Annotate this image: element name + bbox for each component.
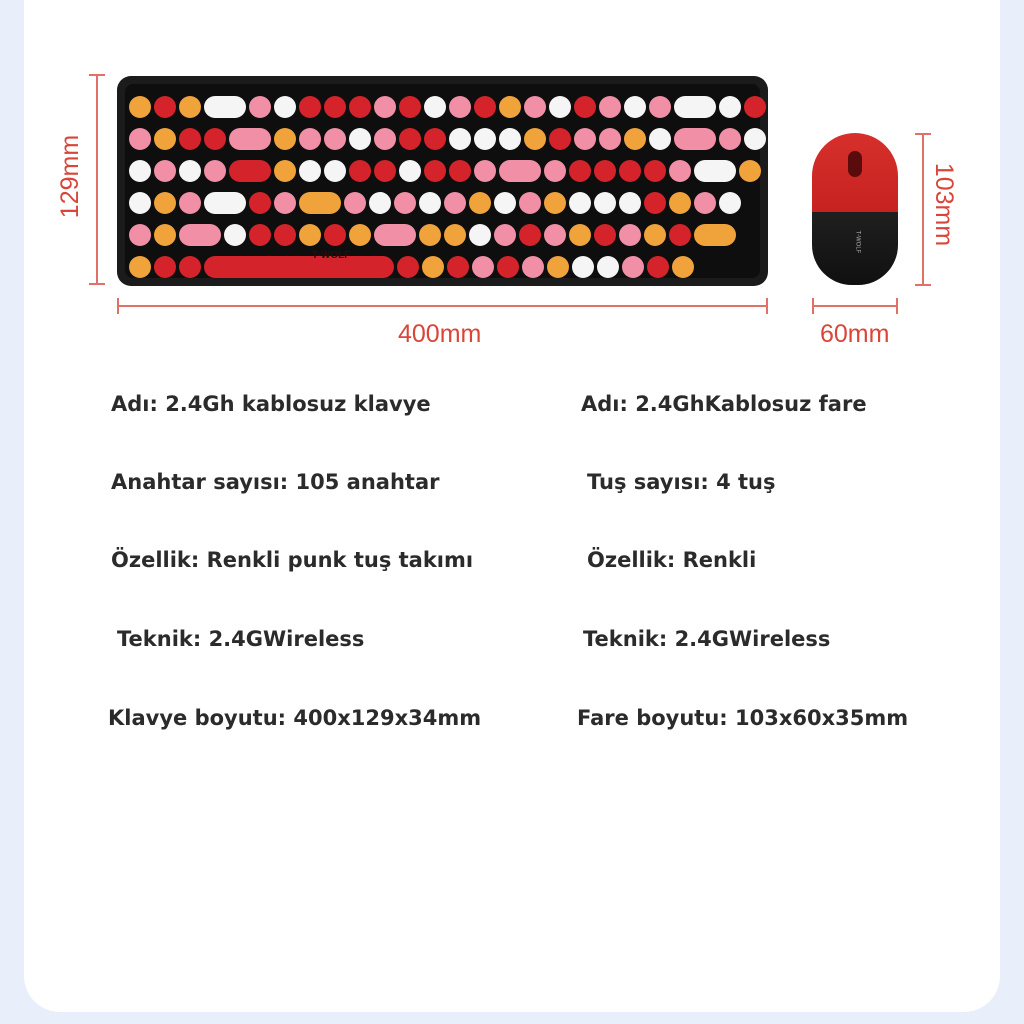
keycap bbox=[719, 128, 741, 150]
keycap bbox=[229, 128, 271, 150]
keycap bbox=[622, 256, 644, 278]
keycap bbox=[569, 192, 591, 214]
keycap bbox=[399, 160, 421, 182]
keycap bbox=[499, 160, 541, 182]
keycap bbox=[474, 128, 496, 150]
keycap bbox=[619, 224, 641, 246]
keycap bbox=[594, 192, 616, 214]
keycap bbox=[349, 224, 371, 246]
keycap bbox=[349, 128, 371, 150]
keycap bbox=[129, 256, 151, 278]
keycap bbox=[419, 192, 441, 214]
keycap bbox=[549, 128, 571, 150]
keycap bbox=[674, 96, 716, 118]
keycap bbox=[444, 192, 466, 214]
keyboard-brand-logo: T-WOLF bbox=[312, 250, 351, 261]
keycap bbox=[397, 256, 419, 278]
mouse-width-cap-right bbox=[896, 298, 898, 314]
mouse-image bbox=[812, 133, 898, 285]
keycap bbox=[744, 96, 766, 118]
keycap bbox=[524, 128, 546, 150]
keycap bbox=[599, 128, 621, 150]
keycap bbox=[249, 192, 271, 214]
mouse-brand-logo: T-WOLF bbox=[854, 230, 861, 254]
keycap bbox=[129, 128, 151, 150]
keycap bbox=[249, 224, 271, 246]
keycap bbox=[524, 96, 546, 118]
keycap bbox=[129, 224, 151, 246]
keycap bbox=[204, 160, 226, 182]
keycap bbox=[274, 96, 296, 118]
keycap bbox=[324, 224, 346, 246]
keycap bbox=[647, 256, 669, 278]
spec-keyboard-feature: Özellik: Renkli punk tuş takımı bbox=[111, 548, 474, 572]
keycap bbox=[599, 96, 621, 118]
keycap bbox=[649, 128, 671, 150]
keycap bbox=[644, 192, 666, 214]
spec-keyboard-name: Adı: 2.4Gh kablosuz klavye bbox=[111, 392, 431, 416]
keycap bbox=[179, 192, 201, 214]
keycap bbox=[574, 128, 596, 150]
keycap bbox=[154, 256, 176, 278]
keycap bbox=[669, 224, 691, 246]
mouse-width-label: 60mm bbox=[820, 320, 890, 348]
keycap bbox=[739, 160, 761, 182]
keycap bbox=[644, 160, 666, 182]
keycap bbox=[624, 128, 646, 150]
keycap bbox=[719, 96, 741, 118]
keycap bbox=[349, 96, 371, 118]
keycap bbox=[474, 96, 496, 118]
keycap bbox=[597, 256, 619, 278]
keycap bbox=[522, 256, 544, 278]
mouse-height-line bbox=[922, 133, 924, 285]
keycap bbox=[674, 128, 716, 150]
keyboard-width-cap-right bbox=[766, 298, 768, 314]
keyboard-image bbox=[117, 76, 768, 286]
keycap bbox=[179, 160, 201, 182]
mouse-scroll-wheel bbox=[848, 151, 862, 177]
keycap bbox=[594, 224, 616, 246]
keycap bbox=[324, 128, 346, 150]
spec-mouse-button-count: Tuş sayısı: 4 tuş bbox=[587, 470, 776, 494]
keycap bbox=[594, 160, 616, 182]
mouse-height-cap-bottom bbox=[915, 284, 931, 286]
keycap bbox=[299, 128, 321, 150]
keycap bbox=[424, 128, 446, 150]
mouse-height-label: 103mm bbox=[930, 162, 959, 247]
keyboard-height-line bbox=[96, 74, 98, 284]
keycap bbox=[369, 192, 391, 214]
keycap bbox=[649, 96, 671, 118]
keycap bbox=[474, 160, 496, 182]
keycap bbox=[204, 192, 246, 214]
keycap bbox=[469, 224, 491, 246]
keycap bbox=[694, 224, 736, 246]
keycap bbox=[299, 224, 321, 246]
keycap bbox=[544, 224, 566, 246]
keycap bbox=[644, 224, 666, 246]
keycap bbox=[519, 192, 541, 214]
mouse-width-line bbox=[812, 305, 898, 307]
keycap bbox=[154, 96, 176, 118]
keycap bbox=[669, 160, 691, 182]
keycap bbox=[299, 96, 321, 118]
keyboard-height-label: 129mm bbox=[56, 134, 85, 219]
keycap bbox=[547, 256, 569, 278]
keyboard-height-cap-bottom bbox=[89, 283, 105, 285]
keycap bbox=[497, 256, 519, 278]
spec-mouse-feature: Özellik: Renkli bbox=[587, 548, 757, 572]
keycap bbox=[129, 192, 151, 214]
keycap bbox=[179, 256, 201, 278]
keycap bbox=[469, 192, 491, 214]
keycap bbox=[274, 160, 296, 182]
keycap bbox=[569, 224, 591, 246]
keyboard-width-label: 400mm bbox=[398, 320, 482, 348]
keycap bbox=[224, 224, 246, 246]
keycap bbox=[494, 192, 516, 214]
keycap bbox=[444, 224, 466, 246]
keycap bbox=[274, 224, 296, 246]
keycap bbox=[299, 192, 341, 214]
keycap bbox=[472, 256, 494, 278]
keycap bbox=[274, 128, 296, 150]
keycap bbox=[669, 192, 691, 214]
keycap bbox=[324, 160, 346, 182]
keycap bbox=[399, 128, 421, 150]
keycap bbox=[204, 128, 226, 150]
keycap bbox=[374, 160, 396, 182]
keycap bbox=[374, 96, 396, 118]
keycap bbox=[154, 128, 176, 150]
keycap bbox=[179, 96, 201, 118]
keycap bbox=[422, 256, 444, 278]
keycap bbox=[447, 256, 469, 278]
keycap bbox=[694, 192, 716, 214]
keycap bbox=[419, 224, 441, 246]
keycap bbox=[544, 160, 566, 182]
keycap bbox=[129, 96, 151, 118]
keycap bbox=[449, 128, 471, 150]
keycap bbox=[569, 160, 591, 182]
keycap bbox=[449, 160, 471, 182]
keycap bbox=[499, 96, 521, 118]
keycap bbox=[624, 96, 646, 118]
keycap bbox=[154, 160, 176, 182]
keycap bbox=[274, 192, 296, 214]
keycap bbox=[494, 224, 516, 246]
keycap bbox=[719, 192, 741, 214]
keyboard-width-line bbox=[117, 305, 768, 307]
keycap bbox=[394, 192, 416, 214]
keycap bbox=[204, 256, 394, 278]
keycap bbox=[344, 192, 366, 214]
keycap bbox=[229, 160, 271, 182]
keycap bbox=[374, 224, 416, 246]
mouse-height-cap-top bbox=[915, 133, 931, 135]
keycap bbox=[179, 224, 221, 246]
keycap bbox=[672, 256, 694, 278]
keycap bbox=[449, 96, 471, 118]
keycap bbox=[549, 96, 571, 118]
keyboard-plate bbox=[125, 84, 760, 278]
keycap bbox=[129, 160, 151, 182]
keycap bbox=[619, 192, 641, 214]
keycap bbox=[424, 160, 446, 182]
keyboard-width-cap-left bbox=[117, 298, 119, 314]
spec-keyboard-key-count: Anahtar sayısı: 105 anahtar bbox=[111, 470, 440, 494]
spec-keyboard-size: Klavye boyutu: 400x129x34mm bbox=[108, 706, 482, 730]
keycap bbox=[619, 160, 641, 182]
keycap bbox=[154, 192, 176, 214]
keycap bbox=[249, 96, 271, 118]
keycap bbox=[399, 96, 421, 118]
keycap bbox=[179, 128, 201, 150]
spec-mouse-size: Fare boyutu: 103x60x35mm bbox=[577, 706, 909, 730]
keycap bbox=[299, 160, 321, 182]
keycap bbox=[374, 128, 396, 150]
keycap bbox=[499, 128, 521, 150]
keycap bbox=[424, 96, 446, 118]
mouse-width-cap-left bbox=[812, 298, 814, 314]
keycap bbox=[572, 256, 594, 278]
keycap bbox=[324, 96, 346, 118]
keycap bbox=[519, 224, 541, 246]
keyboard-height-cap-top bbox=[89, 74, 105, 76]
keycap bbox=[694, 160, 736, 182]
keycap bbox=[544, 192, 566, 214]
spec-mouse-name: Adı: 2.4GhKablosuz fare bbox=[581, 392, 867, 416]
spec-mouse-technology: Teknik: 2.4GWireless bbox=[583, 627, 831, 651]
keycap bbox=[744, 128, 766, 150]
keycap bbox=[574, 96, 596, 118]
keycap bbox=[204, 96, 246, 118]
keycap bbox=[349, 160, 371, 182]
spec-keyboard-technology: Teknik: 2.4GWireless bbox=[117, 627, 365, 651]
keycap bbox=[154, 224, 176, 246]
